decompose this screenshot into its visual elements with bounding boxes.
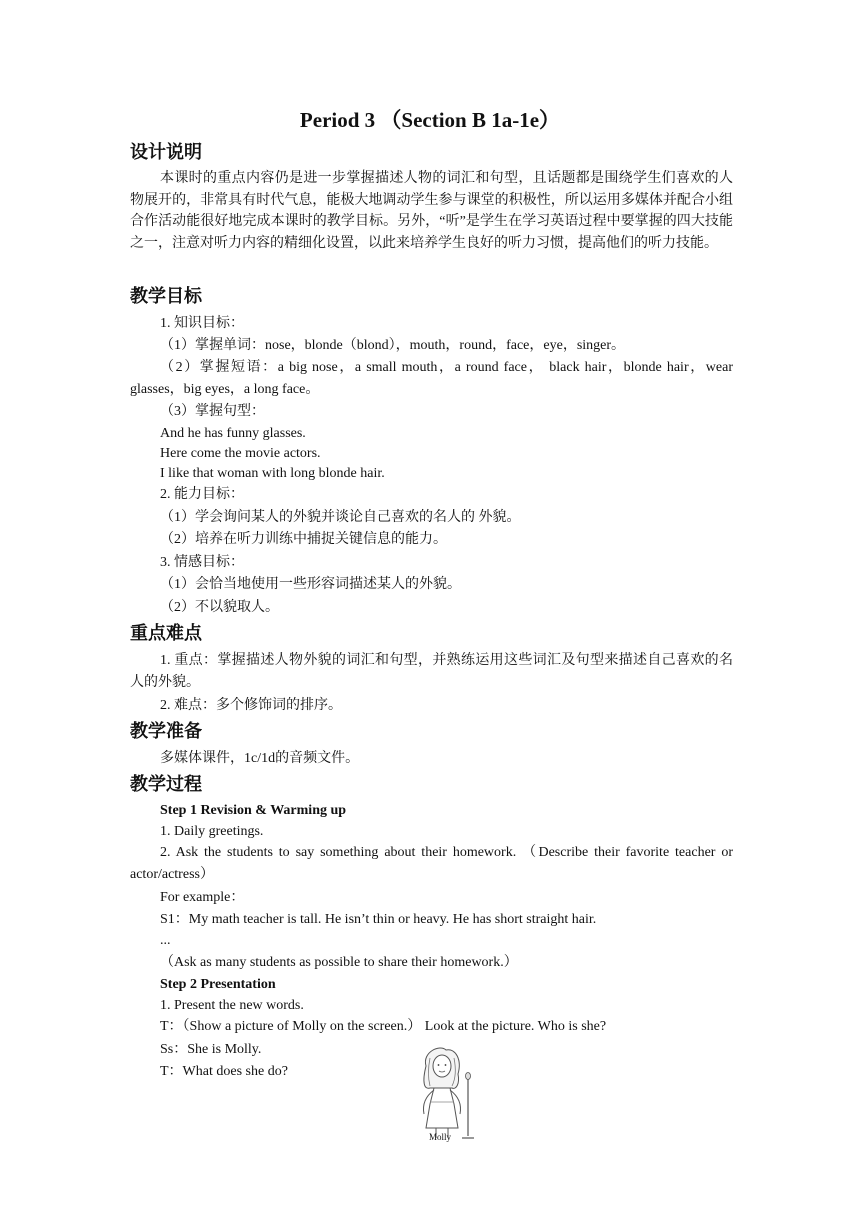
procedure-line-2: 2. Ask the students to say something about their homework. （Describe their favorite teacher or actor/actress）	[130, 845, 733, 882]
page-title: Period 3 （Section B 1a-1e）	[299, 108, 561, 132]
objective-sentences-title: （3）掌握句型：	[160, 404, 265, 419]
emotion-objectives-title: 3. 情感目标：	[160, 555, 244, 570]
procedure-line-7: 1. Present the new words.	[160, 998, 304, 1013]
sentence-2: Here come the movie actors.	[160, 446, 321, 461]
knowledge-objectives-title: 1. 知识目标：	[160, 316, 244, 331]
procedure-line-8: T：（Show a picture of Molly on the screen.） Look at the picture. Who is she?	[160, 1019, 607, 1034]
preparation-text: 多媒体课件，1c/1d的音频文件。	[160, 751, 360, 766]
emotion-objective-2: （2）不以貌取人。	[160, 600, 279, 615]
procedure-line-6: （Ask as many students as possible to share their homework.）	[160, 955, 518, 970]
ability-objective-2: （2）培养在听力训练中捕捉关键信息的能力。	[160, 532, 447, 547]
heading-objectives: 教学目标	[130, 286, 202, 307]
sentence-3: I like that woman with long blonde hair.	[160, 466, 385, 481]
ability-objectives-title: 2. 能力目标：	[160, 487, 244, 502]
design-notes-paragraph: 本课时的重点内容仍是进一步掌握描述人物的词汇和句型，且话题都是围绕学生们喜欢的人物展开的，非常具有时代气息，能极大地调动学生参与课堂的积极性，所以运用多媒体并配合小组合作活动能很好地完成本课时的教学目标。另外，“听”是学生在学习英语过程中要掌握的四大技能之一，注意对听力内容的精细化设置，以此来培养学生良好的听力习惯，提高他们的听力技能。	[130, 171, 733, 251]
emotion-objective-1: （1）会恰当地使用一些形容词描述某人的外貌。	[160, 577, 461, 592]
procedure-line-1: 1. Daily greetings.	[160, 824, 264, 839]
molly-illustration	[400, 1044, 480, 1144]
objective-phrases: （2）掌握短语：a big nose，a small mouth，a round face， black hair，blonde hair，wear glasses，big eyes，a long face。	[130, 360, 733, 397]
ability-objective-1: （1）学会询问某人的外貌并谈论自己喜欢的名人的 外貌。	[160, 510, 521, 525]
illustration-caption: Molly	[428, 1132, 451, 1142]
procedure-line-10: T：What does she do?	[160, 1064, 288, 1079]
key-points-2: 2. 难点：多个修饰词的排序。	[160, 698, 342, 713]
step-1-title: Step 1 Revision & Warming up	[160, 803, 347, 818]
heading-preparation: 教学准备	[130, 721, 202, 742]
step-2-title: Step 2 Presentation	[160, 977, 276, 992]
procedure-line-9: Ss：She is Molly.	[160, 1042, 262, 1057]
heading-design-notes: 设计说明	[130, 142, 202, 163]
key-points-1: 1. 重点：掌握描述人物外貌的词汇和句型，并熟练运用这些词汇及句型来描述自己喜欢的名人的外貌。	[130, 653, 733, 690]
heading-key-points: 重点难点	[130, 623, 202, 644]
procedure-line-5: ...	[160, 933, 171, 948]
procedure-line-4: S1：My math teacher is tall. He isn’t thin or heavy. He has short straight hair.	[160, 912, 597, 927]
objective-words: （1）掌握单词：nose，blonde（blond），mouth，round，face，eye，singer。	[160, 338, 626, 353]
sentence-1: And he has funny glasses.	[160, 426, 306, 441]
heading-procedure: 教学过程	[130, 774, 202, 795]
procedure-line-3: For example：	[160, 890, 245, 905]
